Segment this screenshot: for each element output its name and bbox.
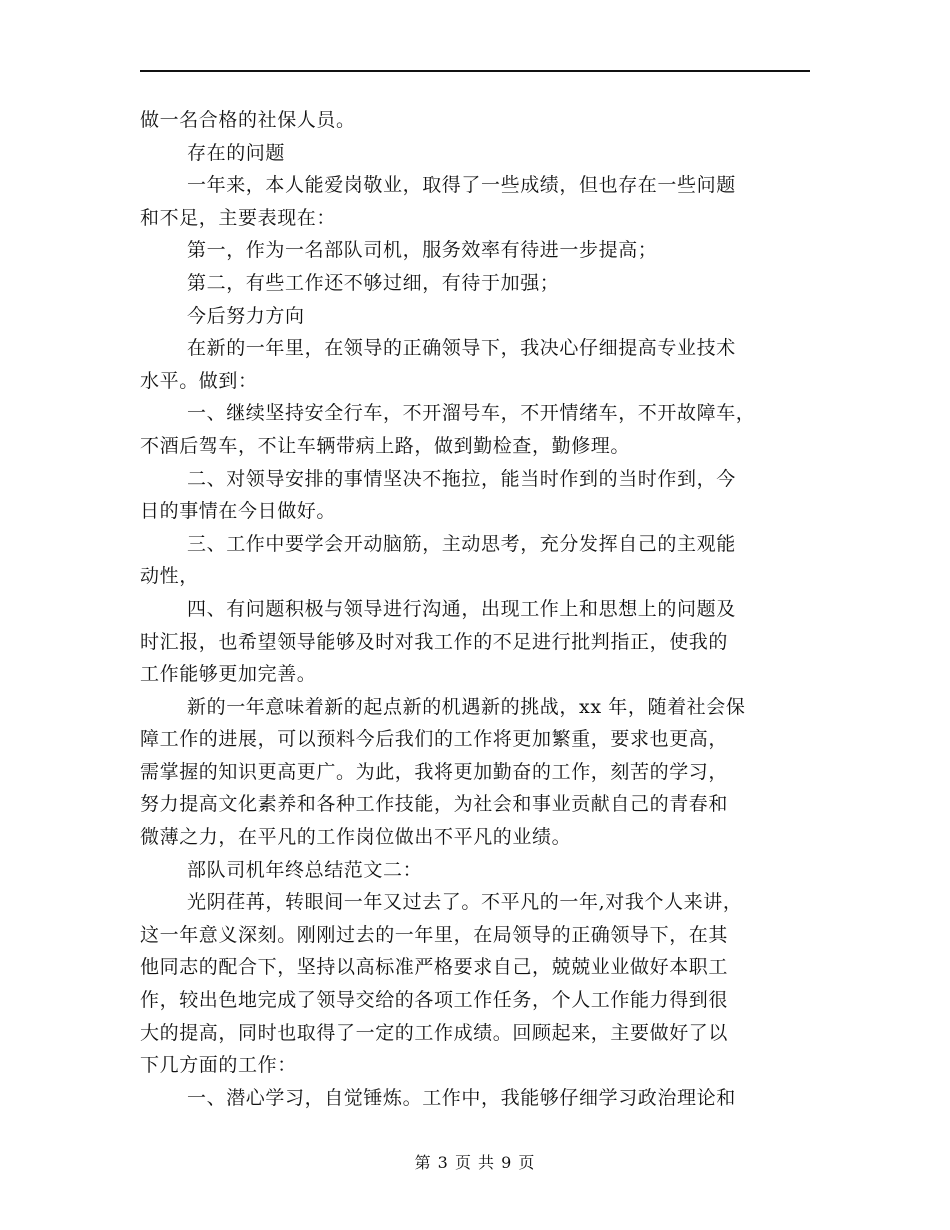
text-line: 做一名合格的社保人员。	[140, 109, 356, 131]
text-line: 一年来，本人能爱岗敬业，取得了一些成绩，但也存在一些问题	[187, 174, 736, 197]
text-line: 努力提高文化素养和各种工作技能，为社会和事业贡献自己的青春和	[140, 793, 729, 816]
text-line: 光阴荏苒，转眼间一年又过去了。不平凡的一年,对我个人来讲，	[187, 891, 743, 914]
text-line: 部队司机年终总结范文二：	[187, 858, 423, 881]
text-line: 四、有问题积极与领导进行沟通，出现工作上和思想上的问题及	[187, 597, 736, 620]
text-line: 工作能够更加完善。	[140, 663, 317, 686]
document-body	[140, 104, 810, 1114]
text-line: 大的提高，同时也取得了一定的工作成绩。回顾起来，主要做好了以	[140, 1021, 729, 1044]
text-line: 在新的一年里，在领导的正确领导下，我决心仔细提高专业技术	[187, 337, 736, 360]
page-number-footer: 第 3 页 共 9 页	[414, 1153, 536, 1172]
text-line: 和不足，主要表现在：	[140, 206, 337, 229]
text-line: 日的事情在今日做好。	[140, 500, 337, 523]
text-line: 这一年意义深刻。刚刚过去的一年里，在局领导的正确领导下，在其	[140, 923, 729, 946]
text-line: 一、继续坚持安全行车，不开溜号车，不开情绪车，不开故障车，	[187, 402, 756, 425]
text-line: 水平。做到：	[140, 369, 258, 392]
text-line: 三、工作中要学会开动脑筋，主动思考，充分发挥自己的主观能	[187, 532, 736, 555]
text-line: 作，较出色地完成了领导交给的各项工作任务，个人工作能力得到很	[140, 989, 729, 1012]
text-line: 动性，	[140, 565, 199, 588]
text-line: 时汇报，也希望领导能够及时对我工作的不足进行批判指正，使我的	[140, 630, 729, 653]
text-line: 一、潜心学习，自觉锤炼。工作中，我能够仔细学习政治理论和	[187, 1086, 736, 1109]
text-line: 下几方面的工作：	[140, 1054, 297, 1077]
text-line: 第二，有些工作还不够过细，有待于加强；	[187, 271, 560, 294]
text-line: 二、对领导安排的事情坚决不拖拉，能当时作到的当时作到，今	[187, 467, 736, 490]
text-line: 他同志的配合下，坚持以高标准严格要求自己，兢兢业业做好本职工	[140, 956, 729, 979]
text-line: 需掌握的知识更高更广。为此，我将更加勤奋的工作，刻苦的学习，	[140, 760, 729, 783]
text-line: 第一，作为一名部队司机，服务效率有待进一步提高；	[187, 239, 658, 262]
header-rule	[140, 70, 810, 72]
text-line: 微薄之力，在平凡的工作岗位做出不平凡的业绩。	[140, 826, 572, 849]
text-line: 障工作的进展，可以预料今后我们的工作将更加繁重，要求也更高，	[140, 728, 729, 751]
text-line: 今后努力方向	[187, 304, 305, 327]
text-line: 新的一年意味着新的起点新的机遇新的挑战，xx 年，随着社会保	[187, 695, 746, 718]
text-line: 存在的问题	[187, 141, 286, 164]
text-line: 不酒后驾车，不让车辆带病上路，做到勤检查，勤修理。	[140, 434, 631, 457]
